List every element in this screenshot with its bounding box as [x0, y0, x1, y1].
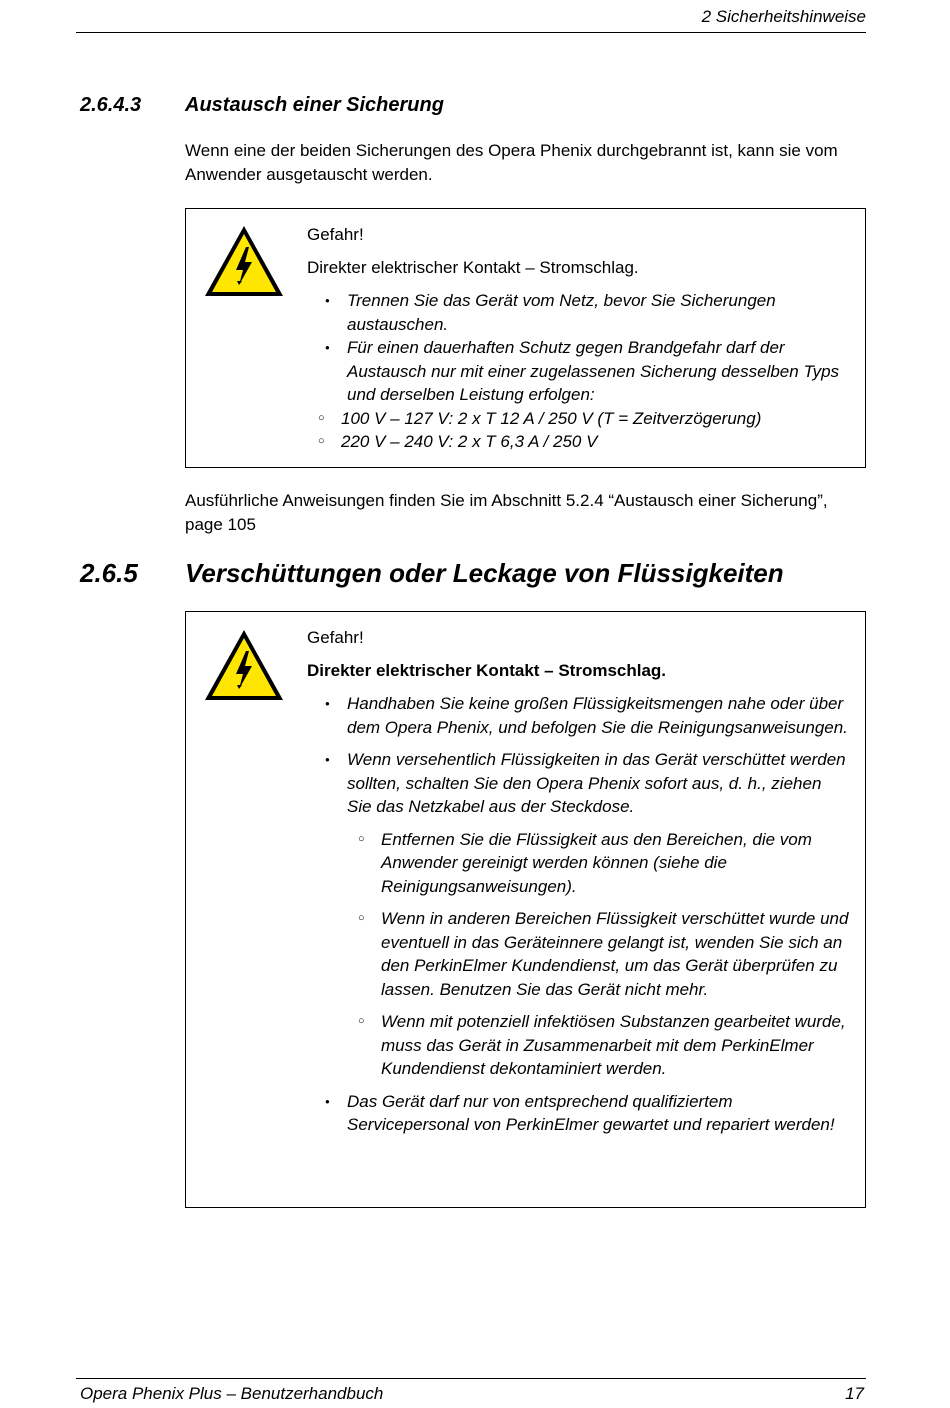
- list-item: ○ Wenn in anderen Bereichen Flüssigkeit verschüttet wurde und eventuell in das Geräteinnere gelangt ist, wenden Sie sich an den PerkinElmer Kundendienst, um das Gerät überprüfen zu lassen. Benutzen Sie das Gerät nicht mehr.: [347, 907, 849, 1001]
- hazard-description: Direkter elektrischer Kontakt – Stromschlag.: [307, 661, 667, 680]
- warning-box-spill: [185, 611, 866, 1208]
- list-item: ○ 220 V – 240 V: 2 x T 6,3 A / 250 V: [307, 430, 849, 454]
- manual-title: Opera Phenix Plus – Benutzerhandbuch: [80, 1384, 384, 1403]
- fuse-spec-list: [307, 407, 849, 454]
- signal-word: Gefahr!: [307, 225, 364, 244]
- list-item: ○ Wenn mit potenziell infektiösen Substanzen gearbeitet wurde, muss das Gerät in Zusammenarbeit mit dem PerkinElmer Kundendienst dekontaminiert werden.: [347, 1010, 849, 1081]
- list-item: ● Handhaben Sie keine großen Flüssigkeitsmengen nahe oder über dem Opera Phenix, und befolgen Sie die Reinigungsanweisungen.: [307, 692, 849, 739]
- chapter-title: 2 Sicherheitshinweise: [701, 7, 866, 26]
- hazard-description: Direkter elektrischer Kontakt – Stromschlag.: [307, 258, 639, 277]
- section-title: Verschüttungen oder Leckage von Flüssigkeiten: [185, 558, 784, 588]
- running-footer: [76, 1378, 866, 1403]
- list-item: ○ 100 V – 127 V: 2 x T 12 A / 250 V (T = Zeitverzögerung): [307, 407, 849, 431]
- section-number: 2.6.4.3: [80, 94, 142, 116]
- reference-paragraph: Ausführliche Anweisungen finden Sie im Abschnitt 5.2.4 “Austausch einer Sicherung”, page 105: [185, 491, 828, 534]
- list-item: ● Für einen dauerhaften Schutz gegen Brandgefahr darf der Austausch nur mit einer zugelassenen Sicherung desselben Typs und derselben Leistung erfolgen: ○ 100 V – 127 V: 2 x T 12 A / 250 V (T = Zeitverzögerung) ○ 220 V – 240 V: 2 x T 6,3 A / 250 V: [307, 336, 849, 454]
- section-number: 2.6.5: [80, 558, 138, 588]
- warning-list: [307, 289, 849, 454]
- list-item: ● Trennen Sie das Gerät vom Netz, bevor Sie Sicherungen austauschen.: [307, 289, 849, 336]
- high-voltage-warning-icon: [202, 223, 286, 299]
- list-item: ○ Entfernen Sie die Flüssigkeit aus den Bereichen, die vom Anwender gereinigt werden können (siehe die Reinigungsanweisungen).: [347, 828, 849, 899]
- list-item: ● Wenn versehentlich Flüssigkeiten in das Gerät verschüttet werden sollten, schalten Sie den Opera Phenix sofort aus, d. h., ziehen Sie das Netzkabel aus der Steckdose. ○ Entfernen Sie die Flüssigkeit aus den Bereichen, die vom Anwender gereinigt werden können (siehe die Reinigungsanweisungen). ○ Wenn in anderen Bereichen Flüssigkeit verschüttet wurde und eventuell in das Geräteinnere gelangt ist, wenden Sie sich an den PerkinElmer Kundendienst, um das Gerät überprüfen zu lassen. Benutzen Sie das Gerät nicht mehr. ○ Wenn mit potenziell infektiösen Substanzen gearbeitet wurde, muss das Gerät in Zusammenarbeit mit dem PerkinElmer Kundendienst dekontaminiert werden.: [307, 748, 849, 1081]
- signal-word: Gefahr!: [307, 628, 364, 647]
- spill-sub-list: [347, 828, 849, 1081]
- warning-box-fuse: [185, 208, 866, 468]
- running-header: [76, 6, 866, 33]
- section-title: Austausch einer Sicherung: [185, 94, 444, 116]
- high-voltage-warning-icon: [202, 627, 286, 703]
- warning-list: [307, 692, 849, 1137]
- intro-paragraph: Wenn eine der beiden Sicherungen des Opera Phenix durchgebrannt ist, kann sie vom Anwender ausgetauscht werden.: [185, 141, 838, 184]
- list-item: ● Das Gerät darf nur von entsprechend qualifiziertem Servicepersonal von PerkinElmer gewartet und repariert werden!: [307, 1090, 849, 1137]
- page-number: 17: [845, 1384, 864, 1403]
